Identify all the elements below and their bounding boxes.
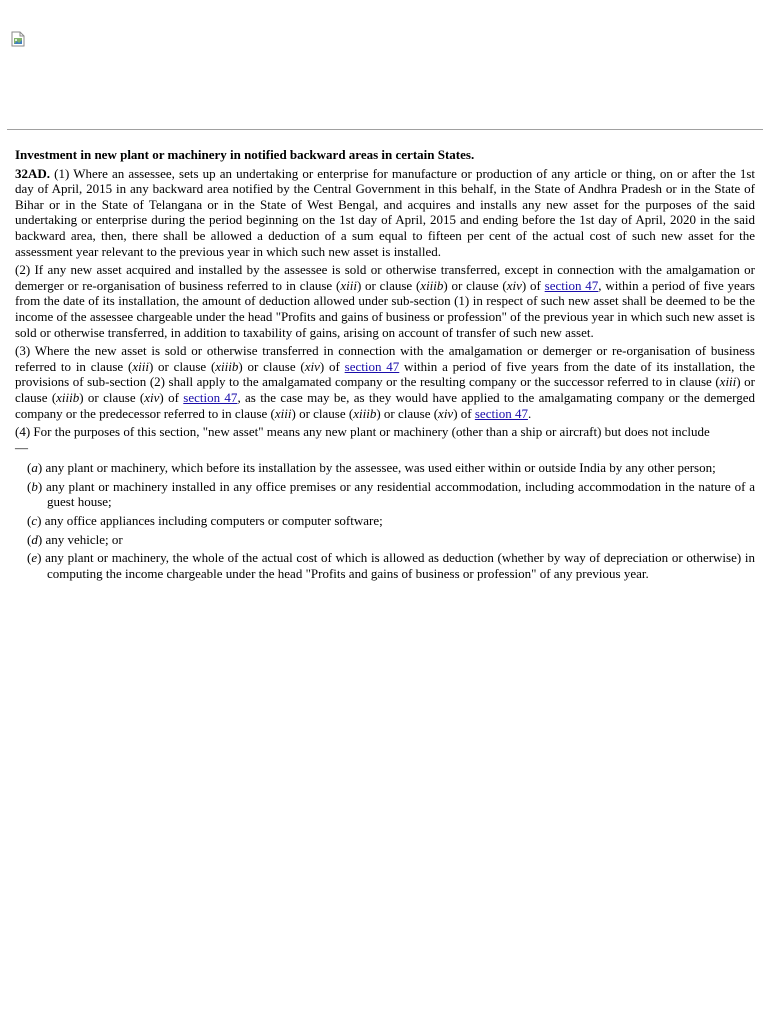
em-dash: — [15,439,28,455]
paragraph-3: (3) Where the new asset is sold or otherwise transferred in connection with the amalgamation or demerger or re-organisation of business referred to in clause (xiii) or clause (xiiib) or clause (xiv) of section 47 within a period of five years from the date of its installation, the provisions of sub-section (2) shall apply to the amalgamated company or the resulting company or the successor referred to in clause (xiii) or clause (xiiib) or clause (xiv) of section 47, as the case may be, as they would have applied to the amalgamating company or the demerged company or the predecessor referred to in clause (xiii) or clause (xiiib) or clause (xiv) of section 47. [15,343,756,421]
section-47-link[interactable]: section 47 [544,277,599,293]
section-47-link[interactable]: section 47 [474,405,528,421]
list-item: (b) any plant or machinery installed in any office premises or any residential accommodation, including accommodation in the nature of a guest house; [27,478,755,510]
section-47-link[interactable]: section 47 [344,358,400,374]
section-heading: Investment in new plant or machinery in notified backward areas in certain States. [15,147,475,162]
section-47-link[interactable]: section 47 [183,389,238,405]
paragraph-4: (4) For the purposes of this section, "new asset" means any new plant or machinery (other than a ship or aircraft) but does not include [15,424,710,440]
paragraph-1: 32AD. (1) Where an assessee, sets up an undertaking or enterprise for manufacture or production of any article or thing, on or after the 1st day of April, 2015 in any backward area notified by the Central Government in this behalf, in the State of Andhra Pradesh or in the State of Bihar or in the State of Telangana or in the State of West Bengal, and acquires and installs any new asset for the purposes of the said undertaking or enterprise during the period beginning on the 1st day of April, 2015 and ending before the 1st day of April, 2020 in the said backward area, then, there shall be allowed a deduction of a sum equal to fifteen per cent of the actual cost of such new asset for the assessment year relevant to the previous year in which such new asset is installed. [15,165,756,259]
broken-image-icon [11,31,25,47]
list-item: (c) any office appliances including computers or computer software; [27,513,383,529]
paragraph-2: (2) If any new asset acquired and installed by the assessee is sold or otherwise transferred, except in connection with the amalgamation or demerger or re-organisation of business referred to in clause (xiii) or clause (xiiib) or clause (xiv) of section 47, within a period of five years from the date of its installation, the amount of deduction allowed under sub-section (1) in respect of such new asset shall be deemed to be the income of the assessee chargeable under the head "Profits and gains of business or profession" of the previous year in which such new asset is sold or otherwise transferred, in addition to taxability of gains, arising on account of transfer of such new asset. [15,262,755,340]
horizontal-divider [7,129,763,130]
document-body [15,147,755,584]
list-item: (a) any plant or machinery, which before its installation by the assessee, was used either within or outside India by any other person; [27,460,716,476]
list-item: (d) any vehicle; or [27,531,123,547]
exclusion-list [15,460,755,581]
section-number: 32AD. [15,165,51,181]
list-item: (e) any plant or machinery, the whole of the actual cost of which is allowed as deduction (whether by way of depreciation or otherwise) in computing the income chargeable under the head "Profits and gains of business or profession" of any previous year. [27,550,755,581]
